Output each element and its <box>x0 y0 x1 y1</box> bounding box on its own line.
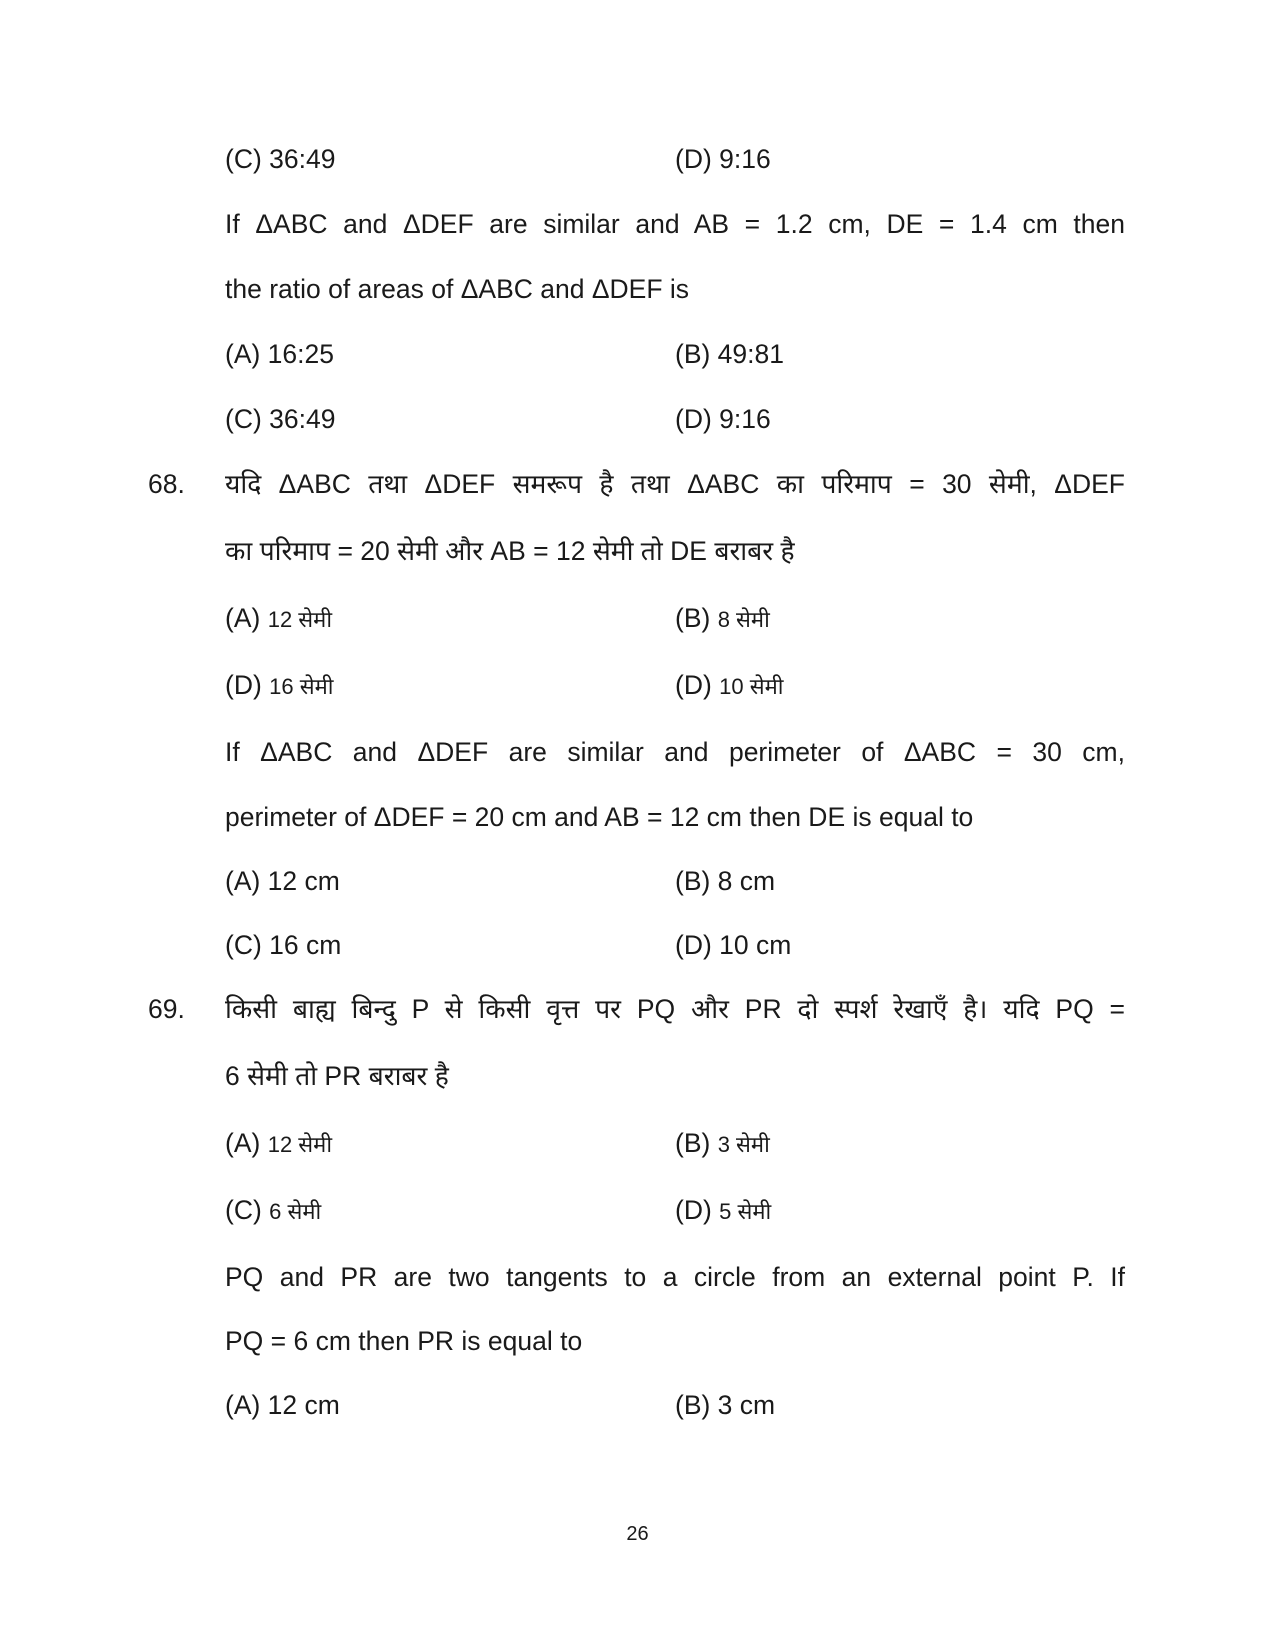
q69-english-line-1: PQ and PR are two tangents to a circle from an external point P. If <box>225 1262 1125 1292</box>
option-label: (B) <box>675 603 711 633</box>
q67-hindi-option-d: (D) 9:16 <box>675 144 771 174</box>
q67-english-option-a: (A) 16:25 <box>225 339 335 369</box>
q69-hindi-line-1: किसी बाह्य बिन्दु P से किसी वृत्त पर PQ और PR दो स्पर्श रेखाएँ है। यदि PQ = <box>225 994 1125 1024</box>
q69-hindi-option-d <box>675 1194 771 1228</box>
q68-english-line-1: If ΔABC and ΔDEF are similar and perimeter of ΔABC = 30 cm, <box>225 737 1125 767</box>
q69-hindi-option-b <box>675 1127 770 1161</box>
q69-hindi-line-2: 6 सेमी तो PR बराबर है <box>225 1061 449 1091</box>
q67-hindi-option-c: (C) 36:49 <box>225 144 336 174</box>
q67-english-option-d: (D) 9:16 <box>675 404 771 434</box>
option-label: (B) <box>675 1128 711 1158</box>
q68-hindi-line-1: यदि ΔABC तथा ΔDEF समरूप है तथा ΔABC का परिमाप = 30 सेमी, ΔDEF <box>225 469 1125 499</box>
q69-english-line-2: PQ = 6 cm then PR is equal to <box>225 1326 583 1356</box>
option-label: (D) <box>675 670 712 700</box>
option-label: (D) <box>225 670 262 700</box>
q68-number: 68. <box>148 469 185 499</box>
option-label: (D) <box>675 1195 712 1225</box>
option-label: (A) <box>225 603 261 633</box>
q68-english-option-a: (A) 12 cm <box>225 866 340 896</box>
option-value: 16 सेमी <box>269 674 334 699</box>
q69-english-option-b: (B) 3 cm <box>675 1390 776 1420</box>
q69-hindi-option-a <box>225 1127 332 1161</box>
q68-hindi-option-c <box>225 669 333 703</box>
option-value: 3 सेमी <box>717 1132 770 1157</box>
option-value: 10 सेमी <box>719 674 784 699</box>
q68-hindi-line-2: का परिमाप = 20 सेमी और AB = 12 सेमी तो DE बराबर है <box>225 536 795 566</box>
q67-english-line-2: the ratio of areas of ΔABC and ΔDEF is <box>225 274 690 304</box>
q69-hindi-option-c <box>225 1194 321 1228</box>
option-value: 6 सेमी <box>269 1199 322 1224</box>
option-label: (C) <box>225 1195 262 1225</box>
q69-english-option-a: (A) 12 cm <box>225 1390 340 1420</box>
option-label: (A) <box>225 1128 261 1158</box>
q68-english-line-2: perimeter of ΔDEF = 20 cm and AB = 12 cm then DE is equal to <box>225 802 974 832</box>
q69-number: 69. <box>148 994 185 1024</box>
q68-hindi-option-a <box>225 602 332 636</box>
option-value: 5 सेमी <box>719 1199 772 1224</box>
q68-english-option-d: (D) 10 cm <box>675 930 792 960</box>
option-value: 12 सेमी <box>267 1132 333 1157</box>
page-number: 26 <box>626 1523 649 1545</box>
q67-english-option-b: (B) 49:81 <box>675 339 785 369</box>
q68-english-option-c: (C) 16 cm <box>225 930 342 960</box>
q67-english-line-1: If ΔABC and ΔDEF are similar and AB = 1.2 cm, DE = 1.4 cm then <box>225 209 1125 239</box>
q68-hindi-option-d <box>675 669 783 703</box>
option-value: 12 सेमी <box>267 607 333 632</box>
q68-english-option-b: (B) 8 cm <box>675 866 776 896</box>
q67-english-option-c: (C) 36:49 <box>225 404 336 434</box>
option-value: 8 सेमी <box>717 607 770 632</box>
q68-hindi-option-b <box>675 602 770 636</box>
